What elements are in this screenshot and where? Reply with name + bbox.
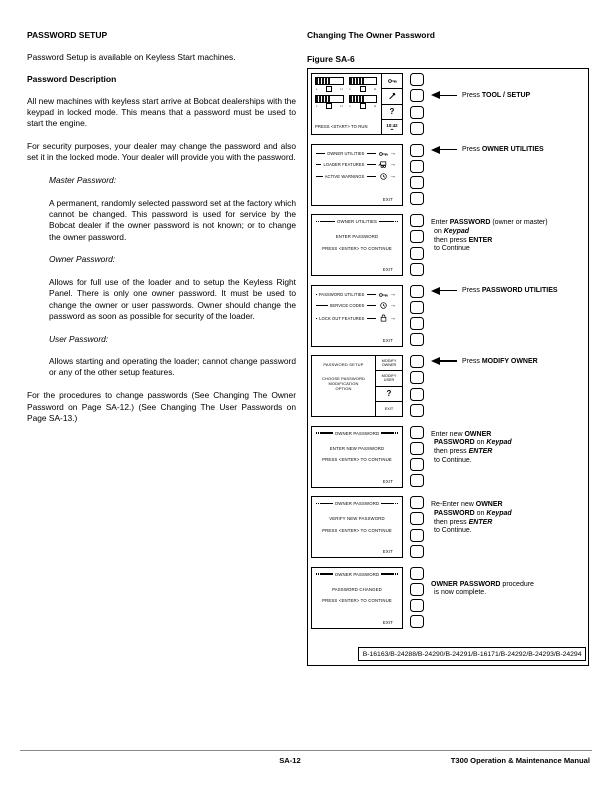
footer-page-number: SA-12 — [279, 756, 301, 765]
screen-option: MODIFY USER — [376, 371, 402, 386]
annotation-line: Enter PASSWORD (owner or master) — [431, 219, 548, 226]
arrow-left-icon — [431, 146, 440, 154]
softkey-buttons — [410, 285, 425, 347]
annotation-line: is now complete. — [434, 589, 487, 597]
key-icon — [382, 74, 402, 89]
menu-item — [316, 292, 396, 298]
help-icon: ? — [382, 105, 402, 120]
screen-option: EXIT — [384, 406, 394, 411]
screen-text: VERIFY NEW PASSWORD — [329, 516, 385, 521]
softkey-button — [410, 615, 424, 628]
softkey-buttons — [410, 567, 425, 629]
softkey-buttons — [410, 144, 425, 206]
key-icon — [378, 151, 389, 157]
softkey-button — [410, 263, 424, 276]
gauge-icon: L H — [315, 77, 344, 92]
softkey-button — [410, 474, 424, 487]
desc-user-password: Allows starting and operating the loader; cannot change password or any of the other setup features. — [49, 356, 296, 378]
menu-item-label: PASSWORD UTILITIES — [318, 292, 365, 297]
screen-text: PRESS <ENTER> TO CONTINUE — [322, 457, 392, 462]
gauge-icon: L H — [349, 95, 378, 110]
softkey-button — [410, 192, 424, 205]
softkey-button — [410, 122, 424, 135]
softkey-button — [410, 160, 424, 173]
clock-icon — [378, 302, 389, 309]
softkey-button — [410, 355, 424, 368]
menu-item — [316, 302, 396, 309]
screen-softkey-icons — [381, 74, 402, 134]
subsection-heading-password-description: Password Description — [27, 74, 117, 85]
softkey-button — [410, 333, 424, 346]
step-annotation — [431, 91, 530, 99]
figure-steps — [311, 73, 588, 637]
screen-text: PRESS <ENTER> TO CONTINUE — [322, 527, 392, 533]
figure-caption: B-16163/B-24288/B-24290/B-24291/B-16171/B-24292/B-24293/B-24294 — [358, 647, 586, 661]
screen-header: OWNER PASSWORD — [316, 501, 398, 506]
clock-display: 10:42 ▴▴ — [386, 122, 398, 131]
softkey-button — [410, 317, 424, 330]
softkey-button — [410, 214, 424, 227]
arrow-line — [440, 290, 457, 291]
screen-home — [311, 73, 403, 135]
annotation-line: Enter new OWNER — [431, 430, 492, 438]
annotation-line: PASSWORD on Keypad — [434, 509, 512, 517]
paragraph-cross-reference: For the procedures to change passwords (See Changing The Owner Password on Page SA-12.) (See Changing The User Passwords on Page SA-13.) — [27, 390, 296, 423]
screen-menu — [311, 144, 403, 206]
gauge-icon: L H — [315, 95, 344, 110]
annotation-text — [431, 581, 534, 599]
figure-sa6 — [307, 68, 589, 666]
screen-message — [311, 426, 403, 488]
softkey-button — [410, 599, 424, 612]
desc-master-password: A permanent, randomly selected password set at the factory which cannot be changed. This password is used for service by the Bobcat dealer if the owner password is not known; or to change the owner password. — [49, 197, 296, 242]
screen-option: MODIFY OWNER — [376, 356, 402, 371]
gauge-icon: L H — [349, 77, 378, 92]
figure-step-2 — [311, 144, 588, 206]
screen-message — [311, 214, 403, 276]
menu-item — [316, 151, 396, 157]
screen-message — [311, 496, 403, 558]
softkey-buttons — [410, 355, 425, 417]
menu-item-label: LOADER FEATURES — [323, 162, 365, 168]
annotation-line: then press ENTER — [434, 236, 493, 244]
softkey-button — [410, 583, 424, 596]
menu-item — [316, 161, 396, 168]
softkey-button — [410, 529, 424, 542]
softkey-button — [410, 496, 424, 509]
menu-item-label: SERVICE CODES — [329, 303, 365, 309]
annotation-line: then press ENTER — [434, 518, 493, 526]
annotation-line: Press MODIFY OWNER — [462, 357, 538, 365]
figure-step-7 — [311, 496, 588, 558]
screen-text: PRESS <ENTER> TO CONTINUE — [322, 245, 392, 251]
figure-label: Figure SA-6 — [307, 54, 355, 64]
annotation-line: to Continue. — [434, 527, 472, 535]
screen-header: OWNER PASSWORD — [316, 572, 398, 577]
annotation-line: to Continue — [434, 245, 470, 253]
figure-step-8 — [311, 567, 588, 629]
menu-item-label: LOCK OUT FEATURES — [319, 315, 365, 321]
arrow-line — [440, 149, 457, 150]
screen-message — [311, 567, 403, 629]
clock-icon — [378, 173, 389, 180]
annotation-line: Press OWNER UTILITIES — [462, 146, 544, 153]
paragraph-security: For security purposes, your dealer may change the password and also set it in the locked mode. Your dealer will provide you with the password. — [27, 141, 296, 163]
softkey-button — [410, 73, 424, 86]
paragraph-intro: Password Setup is available on Keyless Start machines. — [27, 51, 236, 62]
annotation-text — [462, 287, 558, 294]
softkey-button — [410, 176, 424, 189]
menu-item-label: OWNER UTILITIES — [327, 151, 365, 156]
arrow-right-icon: → — [389, 173, 396, 181]
menu-item — [316, 173, 396, 180]
footer-rule — [20, 750, 592, 751]
step-annotation — [431, 287, 558, 295]
annotation-line: Press TOOL / SETUP — [462, 91, 531, 99]
annotation-text — [462, 92, 530, 99]
step-annotation — [431, 431, 512, 466]
softkey-button — [410, 371, 424, 384]
annotation-line: OWNER PASSWORD procedure — [431, 580, 534, 588]
screen-text: ENTER PASSWORD — [335, 234, 379, 239]
footer-manual-title: T300 Operation & Maintenance Manual — [450, 756, 590, 765]
screen-text: PRESS <START> TO RUN — [315, 124, 368, 129]
annotation-line: to Continue. — [434, 456, 472, 464]
screen-header: OWNER UTILITIES — [316, 219, 398, 224]
arrow-right-icon: → — [389, 291, 396, 298]
exit-label: EXIT — [382, 549, 393, 554]
step-annotation — [431, 357, 538, 365]
section-heading-changing-owner-password: Changing The Owner Password — [307, 30, 435, 40]
arrow-left-icon — [431, 91, 440, 99]
screen-menu — [311, 285, 403, 347]
figure-step-5 — [311, 355, 588, 417]
paragraph-keypad-locked: All new machines with keyless start arrive at Bobcat dealerships with the keypad in locked mode. This means that a password must be used to start the engine. — [27, 95, 296, 129]
softkey-buttons — [410, 214, 425, 276]
key-icon — [378, 292, 389, 298]
step-annotation — [431, 219, 548, 254]
softkey-button — [410, 567, 424, 580]
screen-header: OWNER PASSWORD — [316, 431, 398, 436]
figure-step-1 — [311, 73, 588, 135]
arrow-right-icon: → — [389, 161, 396, 169]
softkey-button — [410, 388, 424, 401]
annotation-line: then press ENTER — [434, 448, 493, 456]
arrow-left-icon — [431, 357, 440, 365]
figure-step-3 — [311, 214, 588, 276]
step-annotation — [431, 146, 544, 154]
softkey-button — [410, 247, 424, 260]
softkey-button — [410, 458, 424, 471]
screen-text: PASSWORD CHANGED — [332, 586, 382, 592]
step-annotation — [431, 501, 512, 536]
softkey-button — [410, 512, 424, 525]
loader-icon — [378, 161, 389, 168]
tools-icon — [382, 89, 402, 104]
annotation-text — [462, 358, 538, 365]
annotation-line: PASSWORD on Keypad — [434, 439, 512, 447]
exit-label: EXIT — [382, 196, 393, 202]
annotation-text — [462, 146, 544, 153]
term-owner-password: Owner Password: — [49, 254, 116, 265]
softkey-buttons — [410, 73, 425, 135]
menu-item — [316, 314, 396, 322]
softkey-button — [410, 442, 424, 455]
softkey-buttons — [410, 426, 425, 488]
right-column — [307, 30, 591, 666]
softkey-button — [410, 144, 424, 157]
screen-option: ? — [376, 387, 402, 402]
softkey-button — [410, 230, 424, 243]
menu-item-label: ACTIVE WARNINGS — [324, 174, 365, 180]
softkey-button — [410, 106, 424, 119]
exit-label: EXIT — [382, 619, 393, 625]
annotation-text — [431, 431, 512, 466]
screen-text: CHOOSE PASSWORD MODIFICATION OPTION — [322, 376, 365, 391]
softkey-button — [410, 285, 424, 298]
softkey-buttons — [410, 496, 425, 558]
annotation-text — [431, 501, 512, 536]
screen-options — [311, 355, 403, 417]
annotation-line: Press PASSWORD UTILITIES — [462, 287, 558, 294]
exit-label: EXIT — [382, 337, 393, 343]
term-master-password: Master Password: — [49, 175, 117, 186]
arrow-right-icon: → — [389, 314, 396, 322]
screen-option-column — [375, 356, 402, 416]
section-heading-password-setup: PASSWORD SETUP — [27, 30, 108, 40]
arrow-left-icon — [431, 287, 440, 295]
exit-label: EXIT — [382, 267, 393, 272]
screen-text: PRESS <ENTER> TO CONTINUE — [322, 598, 392, 603]
step-annotation — [431, 581, 534, 599]
screen-text: PASSWORD SETUP — [323, 362, 364, 367]
figure-step-6 — [311, 426, 588, 488]
arrow-right-icon: → — [389, 150, 396, 157]
desc-owner-password: Allows for full use of the loader and to setup the Keyless Right Panel. There is only one owner password. It must be used to change the owner or user passwords. Owner should change the password as soon as possible for security of the loader. — [49, 276, 296, 321]
arrow-line — [440, 360, 457, 361]
arrow-right-icon: → — [389, 302, 396, 310]
annotation-line: on Keypad — [434, 227, 470, 235]
term-user-password: User Password: — [49, 333, 109, 344]
softkey-button — [410, 301, 424, 314]
annotation-text — [431, 219, 548, 254]
figure-step-4 — [311, 285, 588, 347]
lock-icon — [378, 314, 389, 322]
softkey-button — [410, 545, 424, 558]
arrow-line — [440, 95, 457, 96]
annotation-line: Re-Enter new OWNER — [431, 501, 503, 508]
softkey-button — [410, 426, 424, 439]
softkey-button — [410, 89, 424, 102]
exit-label: EXIT — [382, 478, 393, 484]
left-column — [27, 30, 296, 424]
screen-text: ENTER NEW PASSWORD — [329, 445, 385, 451]
softkey-button — [410, 404, 424, 417]
